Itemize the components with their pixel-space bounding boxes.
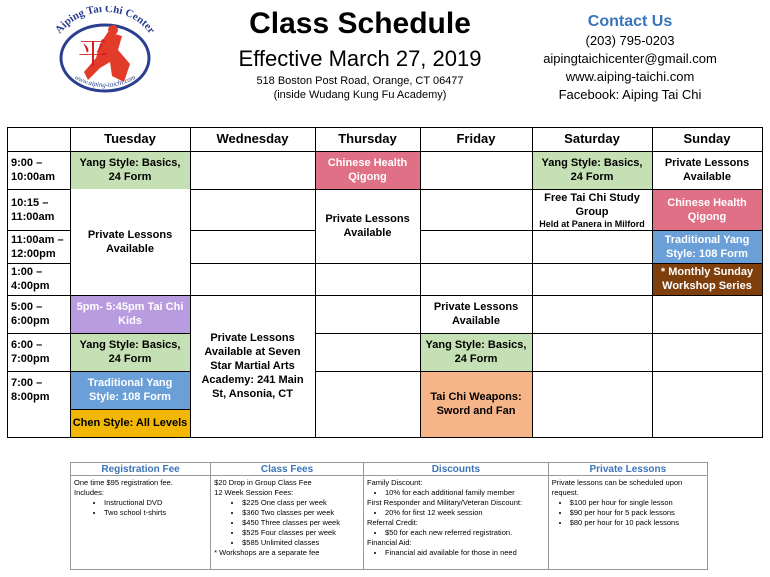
list-item: • $585 Unlimited classes — [242, 538, 360, 548]
list-item: • $525 Four classes per week — [242, 528, 360, 538]
list-item: • $90 per hour for 5 pack lessons — [570, 508, 704, 518]
class-saturday-study-note: Held at Panera in Milford — [539, 219, 645, 229]
class-wednesday-private: Private Lessons Available at Seven Star Martial Arts Academy: 241 Main St, Ansonia, CT — [201, 332, 304, 400]
class-saturday-yang: Yang Style: Basics, 24 Form — [532, 151, 652, 189]
svg-text:Aiping Tai Chi Center: Aiping Tai Chi Center — [52, 6, 158, 36]
day-header-saturday: Saturday — [564, 131, 620, 146]
list-item: • Two school t-shirts — [104, 508, 207, 518]
private-lessons-line: Private lessons can be scheduled upon request. — [551, 478, 683, 497]
list-item: • $100 per hour for single lesson — [570, 498, 704, 508]
page-title: Class Schedule — [249, 7, 471, 40]
list-item: • Financial aid available for those in need — [385, 548, 545, 558]
registration-fee-cell — [71, 476, 211, 570]
class-sunday-private: Private Lessons Available — [664, 157, 750, 183]
class-tuesday-yang: Yang Style: Basics, 24 Form — [70, 151, 190, 189]
list-item: • $360 Two classes per week — [242, 508, 360, 518]
discount-label: Financial Aid: — [367, 538, 412, 547]
contact-phone: (203) 795-0203 — [585, 33, 675, 48]
class-saturday-study: Free Tai Chi Study Group — [544, 192, 640, 218]
discount-label: First Responder and Military/Veteran Discount: — [367, 498, 523, 507]
class-friday-private: Private Lessons Available — [433, 301, 519, 327]
class-sunday-workshop: * Monthly Sunday Workshop Series — [652, 263, 762, 295]
discounts-cell — [364, 476, 549, 570]
list-item: • 20% for first 12 week session — [385, 508, 545, 518]
class-thursday-private: Private Lessons Available — [325, 213, 410, 239]
list-item: • $80 per hour for 10 pack lessons — [570, 518, 704, 528]
list-item: • 10% for each additional family member — [385, 488, 545, 498]
registration-line: Includes: — [74, 488, 105, 497]
contact-heading: Contact Us — [587, 13, 673, 30]
class-tuesday-chen: Chen Style: All Levels — [70, 409, 190, 437]
list-item: • $50 for each new referred registration. — [385, 528, 545, 538]
class-tuesday-yang-evening: Yang Style: Basics, 24 Form — [70, 333, 190, 371]
address-line-1: 518 Boston Post Road, Orange, CT 06477 — [256, 75, 464, 87]
time-slot: 5:00 – 6:00pm — [11, 301, 50, 327]
class-fees-cell — [211, 476, 364, 570]
time-slot: 11:00am –12:00pm — [11, 233, 64, 260]
day-header-sunday: Sunday — [683, 131, 731, 146]
time-slot: 1:00 – 4:00pm — [11, 266, 50, 292]
discount-label: Family Discount: — [367, 478, 423, 487]
time-slot: 10:15 – 11:00am — [11, 196, 55, 223]
day-header-friday: Friday — [456, 131, 496, 146]
address-line-2: (inside Wudang Kung Fu Academy) — [273, 89, 447, 101]
contact-email[interactable]: aipingtaichicenter@gmail.com — [543, 51, 717, 66]
class-tuesday-traditional: Traditional Yang Style: 108 Form — [70, 371, 190, 409]
class-friday-weapons: Tai Chi Weapons: Sword and Fan — [420, 371, 532, 437]
time-slot: 9:00 – 10:00am — [11, 157, 56, 183]
fees-header-discounts: Discounts — [364, 463, 549, 476]
contact-facebook[interactable]: Facebook: Aiping Tai Chi — [558, 87, 702, 102]
class-sunday-health: Chinese Health Qigong — [652, 189, 762, 230]
svg-text:www.aiping-taichi.com: www.aiping-taichi.com — [73, 73, 137, 90]
class-tuesday-kids: 5pm- 5:45pm Tai Chi Kids — [70, 295, 190, 333]
private-lessons-cell — [548, 476, 707, 570]
discount-label: Referral Credit: — [367, 518, 418, 527]
class-tuesday-private: Private Lessons Available — [87, 229, 173, 255]
effective-date: Effective March 27, 2019 — [238, 46, 482, 71]
registration-line: One time $95 registration fee. — [74, 478, 173, 487]
class-friday-yang: Yang Style: Basics, 24 Form — [420, 333, 532, 371]
time-slot: 7:00 – 8:00pm — [11, 377, 50, 403]
fees-header-registration: Registration Fee — [71, 463, 211, 476]
list-item: • $450 Three classes per week — [242, 518, 360, 528]
fees-header-private: Private Lessons — [548, 463, 707, 476]
svg-text:平: 平 — [78, 38, 108, 71]
class-thursday-health: Chinese Health Qigong — [315, 151, 420, 189]
time-slot: 6:00 – 7:00pm — [11, 339, 50, 365]
contact-website[interactable]: www.aiping-taichi.com — [565, 69, 695, 84]
class-sunday-traditional: Traditional Yang Style: 108 Form — [652, 230, 762, 263]
list-item: • $225 One class per week — [242, 498, 360, 508]
day-header-tuesday: Tuesday — [104, 131, 156, 146]
class-fees-note: * Workshops are a separate fee — [214, 548, 320, 557]
day-header-wednesday: Wednesday — [216, 131, 289, 146]
fees-header-class: Class Fees — [211, 463, 364, 476]
list-item: • Instructional DVD — [104, 498, 207, 508]
fees-table — [70, 462, 708, 570]
class-fees-line: $20 Drop in Group Class Fee — [214, 478, 312, 487]
day-header-thursday: Thursday — [338, 131, 397, 146]
class-fees-line: 12 Week Session Fees: — [214, 488, 294, 497]
